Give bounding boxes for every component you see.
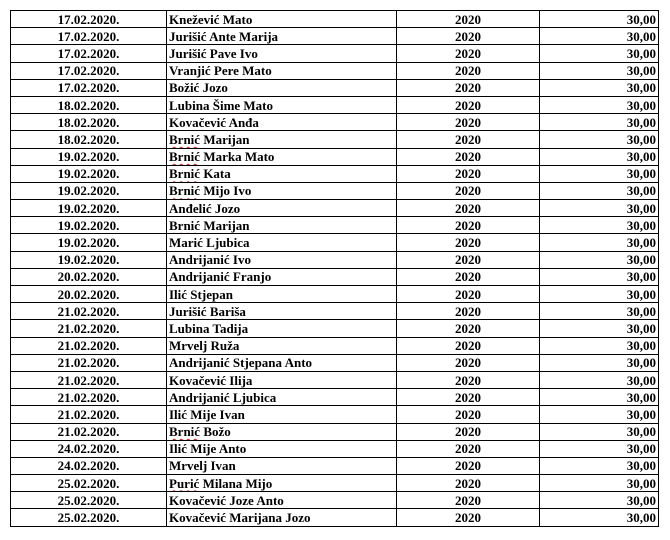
date-cell: 18.02.2020. bbox=[11, 114, 167, 131]
spellcheck-flag: Brnić bbox=[169, 217, 201, 233]
table-row bbox=[11, 423, 659, 440]
table-row bbox=[11, 165, 659, 182]
year-cell: 2020 bbox=[397, 286, 540, 303]
year-cell: 2020 bbox=[397, 234, 540, 251]
amount-cell: 30,00 bbox=[540, 182, 659, 199]
spellcheck-flag: Brnić bbox=[169, 183, 201, 199]
name-cell: Jurišić Ante Marija bbox=[167, 28, 397, 45]
amount-cell: 30,00 bbox=[540, 79, 659, 96]
amount-cell: 30,00 bbox=[540, 303, 659, 320]
date-cell: 25.02.2020. bbox=[11, 509, 167, 526]
date-cell: 24.02.2020. bbox=[11, 440, 167, 457]
table-row bbox=[11, 492, 659, 509]
spellcheck-flag: Brnić bbox=[169, 424, 201, 440]
amount-cell: 30,00 bbox=[540, 423, 659, 440]
date-cell: 18.02.2020. bbox=[11, 131, 167, 148]
year-cell: 2020 bbox=[397, 217, 540, 234]
amount-cell: 30,00 bbox=[540, 131, 659, 148]
year-cell: 2020 bbox=[397, 114, 540, 131]
date-cell: 21.02.2020. bbox=[11, 320, 167, 337]
name-cell: Andrijanić Ljubica bbox=[167, 389, 397, 406]
spellcheck-flag: Brnić bbox=[169, 131, 201, 147]
name-cell: Ilić Mije Ivan bbox=[167, 406, 397, 423]
amount-cell: 30,00 bbox=[540, 389, 659, 406]
name-cell: Anđelić Jozo bbox=[167, 200, 397, 217]
name-cell: Lubina Šime Mato bbox=[167, 96, 397, 113]
name-cell: Brnić Mijo Ivo bbox=[167, 182, 397, 199]
date-cell: 25.02.2020. bbox=[11, 492, 167, 509]
payments-table-body bbox=[11, 11, 659, 527]
table-row bbox=[11, 182, 659, 199]
table-row bbox=[11, 286, 659, 303]
amount-cell: 30,00 bbox=[540, 475, 659, 492]
date-cell: 21.02.2020. bbox=[11, 354, 167, 371]
date-cell: 19.02.2020. bbox=[11, 251, 167, 268]
name-cell: Andrijanić Stjepana Anto bbox=[167, 354, 397, 371]
amount-cell: 30,00 bbox=[540, 457, 659, 474]
year-cell: 2020 bbox=[397, 165, 540, 182]
table-row bbox=[11, 406, 659, 423]
date-cell: 19.02.2020. bbox=[11, 148, 167, 165]
name-cell: Ilić Mije Anto bbox=[167, 440, 397, 457]
table-row bbox=[11, 11, 659, 28]
name-cell: Purić Milana Mijo bbox=[167, 475, 397, 492]
amount-cell: 30,00 bbox=[540, 509, 659, 526]
amount-cell: 30,00 bbox=[540, 45, 659, 62]
amount-cell: 30,00 bbox=[540, 371, 659, 388]
date-cell: 21.02.2020. bbox=[11, 406, 167, 423]
name-cell: Knežević Mato bbox=[167, 11, 397, 28]
name-cell: Mrvelj Ivan bbox=[167, 457, 397, 474]
name-cell: Božić Jozo bbox=[167, 79, 397, 96]
name-cell: Jurišić Bariša bbox=[167, 303, 397, 320]
year-cell: 2020 bbox=[397, 62, 540, 79]
amount-cell: 30,00 bbox=[540, 286, 659, 303]
amount-cell: 30,00 bbox=[540, 62, 659, 79]
year-cell: 2020 bbox=[397, 354, 540, 371]
date-cell: 20.02.2020. bbox=[11, 268, 167, 285]
table-row bbox=[11, 79, 659, 96]
year-cell: 2020 bbox=[397, 200, 540, 217]
year-cell: 2020 bbox=[397, 11, 540, 28]
name-cell: Brnić Marijan bbox=[167, 217, 397, 234]
name-cell: Kovačević Marijana Jozo bbox=[167, 509, 397, 526]
name-cell: Andrijanić Franjo bbox=[167, 268, 397, 285]
table-row bbox=[11, 457, 659, 474]
amount-cell: 30,00 bbox=[540, 114, 659, 131]
spellcheck-flag: Brnić bbox=[169, 166, 201, 182]
date-cell: 17.02.2020. bbox=[11, 79, 167, 96]
year-cell: 2020 bbox=[397, 371, 540, 388]
date-cell: 19.02.2020. bbox=[11, 200, 167, 217]
year-cell: 2020 bbox=[397, 251, 540, 268]
year-cell: 2020 bbox=[397, 96, 540, 113]
date-cell: 18.02.2020. bbox=[11, 96, 167, 113]
name-cell: Andrijanić Ivo bbox=[167, 251, 397, 268]
table-row bbox=[11, 148, 659, 165]
amount-cell: 30,00 bbox=[540, 406, 659, 423]
date-cell: 19.02.2020. bbox=[11, 234, 167, 251]
date-cell: 19.02.2020. bbox=[11, 182, 167, 199]
name-cell: Marić Ljubica bbox=[167, 234, 397, 251]
amount-cell: 30,00 bbox=[540, 337, 659, 354]
year-cell: 2020 bbox=[397, 303, 540, 320]
table-row bbox=[11, 475, 659, 492]
table-row bbox=[11, 251, 659, 268]
table-row bbox=[11, 28, 659, 45]
document-page bbox=[10, 10, 658, 527]
date-cell: 25.02.2020. bbox=[11, 475, 167, 492]
date-cell: 17.02.2020. bbox=[11, 11, 167, 28]
name-cell: Jurišić Pave Ivo bbox=[167, 45, 397, 62]
spellcheck-flag: Bariša bbox=[209, 303, 246, 319]
table-row bbox=[11, 320, 659, 337]
year-cell: 2020 bbox=[397, 131, 540, 148]
date-cell: 21.02.2020. bbox=[11, 423, 167, 440]
year-cell: 2020 bbox=[397, 79, 540, 96]
name-cell: Kovačević Ilija bbox=[167, 371, 397, 388]
year-cell: 2020 bbox=[397, 475, 540, 492]
table-row bbox=[11, 337, 659, 354]
year-cell: 2020 bbox=[397, 440, 540, 457]
amount-cell: 30,00 bbox=[540, 165, 659, 182]
table-row bbox=[11, 354, 659, 371]
amount-cell: 30,00 bbox=[540, 492, 659, 509]
table-row bbox=[11, 389, 659, 406]
table-row bbox=[11, 45, 659, 62]
amount-cell: 30,00 bbox=[540, 217, 659, 234]
table-row bbox=[11, 268, 659, 285]
amount-cell: 30,00 bbox=[540, 354, 659, 371]
amount-cell: 30,00 bbox=[540, 268, 659, 285]
amount-cell: 30,00 bbox=[540, 28, 659, 45]
name-cell: Kovačević Joze Anto bbox=[167, 492, 397, 509]
date-cell: 24.02.2020. bbox=[11, 457, 167, 474]
date-cell: 20.02.2020. bbox=[11, 286, 167, 303]
name-cell: Brnić Marka Mato bbox=[167, 148, 397, 165]
table-row bbox=[11, 200, 659, 217]
spellcheck-flag: Purić bbox=[169, 475, 200, 491]
date-cell: 21.02.2020. bbox=[11, 303, 167, 320]
date-cell: 21.02.2020. bbox=[11, 371, 167, 388]
name-cell: Brnić Marijan bbox=[167, 131, 397, 148]
date-cell: 17.02.2020. bbox=[11, 28, 167, 45]
amount-cell: 30,00 bbox=[540, 440, 659, 457]
amount-cell: 30,00 bbox=[540, 148, 659, 165]
amount-cell: 30,00 bbox=[540, 234, 659, 251]
name-cell: Brnić Božo bbox=[167, 423, 397, 440]
table-row bbox=[11, 96, 659, 113]
table-row bbox=[11, 62, 659, 79]
year-cell: 2020 bbox=[397, 337, 540, 354]
amount-cell: 30,00 bbox=[540, 320, 659, 337]
table-row bbox=[11, 509, 659, 526]
year-cell: 2020 bbox=[397, 320, 540, 337]
name-cell: Vranjić Pere Mato bbox=[167, 62, 397, 79]
payments-table bbox=[10, 10, 659, 527]
year-cell: 2020 bbox=[397, 509, 540, 526]
date-cell: 17.02.2020. bbox=[11, 62, 167, 79]
year-cell: 2020 bbox=[397, 492, 540, 509]
name-cell: Brnić Kata bbox=[167, 165, 397, 182]
amount-cell: 30,00 bbox=[540, 96, 659, 113]
year-cell: 2020 bbox=[397, 268, 540, 285]
name-cell: Ilić Stjepan bbox=[167, 286, 397, 303]
date-cell: 17.02.2020. bbox=[11, 45, 167, 62]
amount-cell: 30,00 bbox=[540, 11, 659, 28]
amount-cell: 30,00 bbox=[540, 200, 659, 217]
year-cell: 2020 bbox=[397, 28, 540, 45]
table-row bbox=[11, 371, 659, 388]
year-cell: 2020 bbox=[397, 45, 540, 62]
table-row bbox=[11, 440, 659, 457]
date-cell: 19.02.2020. bbox=[11, 217, 167, 234]
date-cell: 21.02.2020. bbox=[11, 389, 167, 406]
table-row bbox=[11, 303, 659, 320]
spellcheck-flag: Brnić bbox=[169, 149, 201, 165]
amount-cell: 30,00 bbox=[540, 251, 659, 268]
name-cell: Lubina Tadija bbox=[167, 320, 397, 337]
table-row bbox=[11, 114, 659, 131]
table-row bbox=[11, 217, 659, 234]
name-cell: Kovačević Anđa bbox=[167, 114, 397, 131]
year-cell: 2020 bbox=[397, 406, 540, 423]
year-cell: 2020 bbox=[397, 389, 540, 406]
name-cell: Mrvelj Ruža bbox=[167, 337, 397, 354]
table-row bbox=[11, 234, 659, 251]
date-cell: 21.02.2020. bbox=[11, 337, 167, 354]
year-cell: 2020 bbox=[397, 148, 540, 165]
table-row bbox=[11, 131, 659, 148]
date-cell: 19.02.2020. bbox=[11, 165, 167, 182]
year-cell: 2020 bbox=[397, 457, 540, 474]
year-cell: 2020 bbox=[397, 423, 540, 440]
year-cell: 2020 bbox=[397, 182, 540, 199]
